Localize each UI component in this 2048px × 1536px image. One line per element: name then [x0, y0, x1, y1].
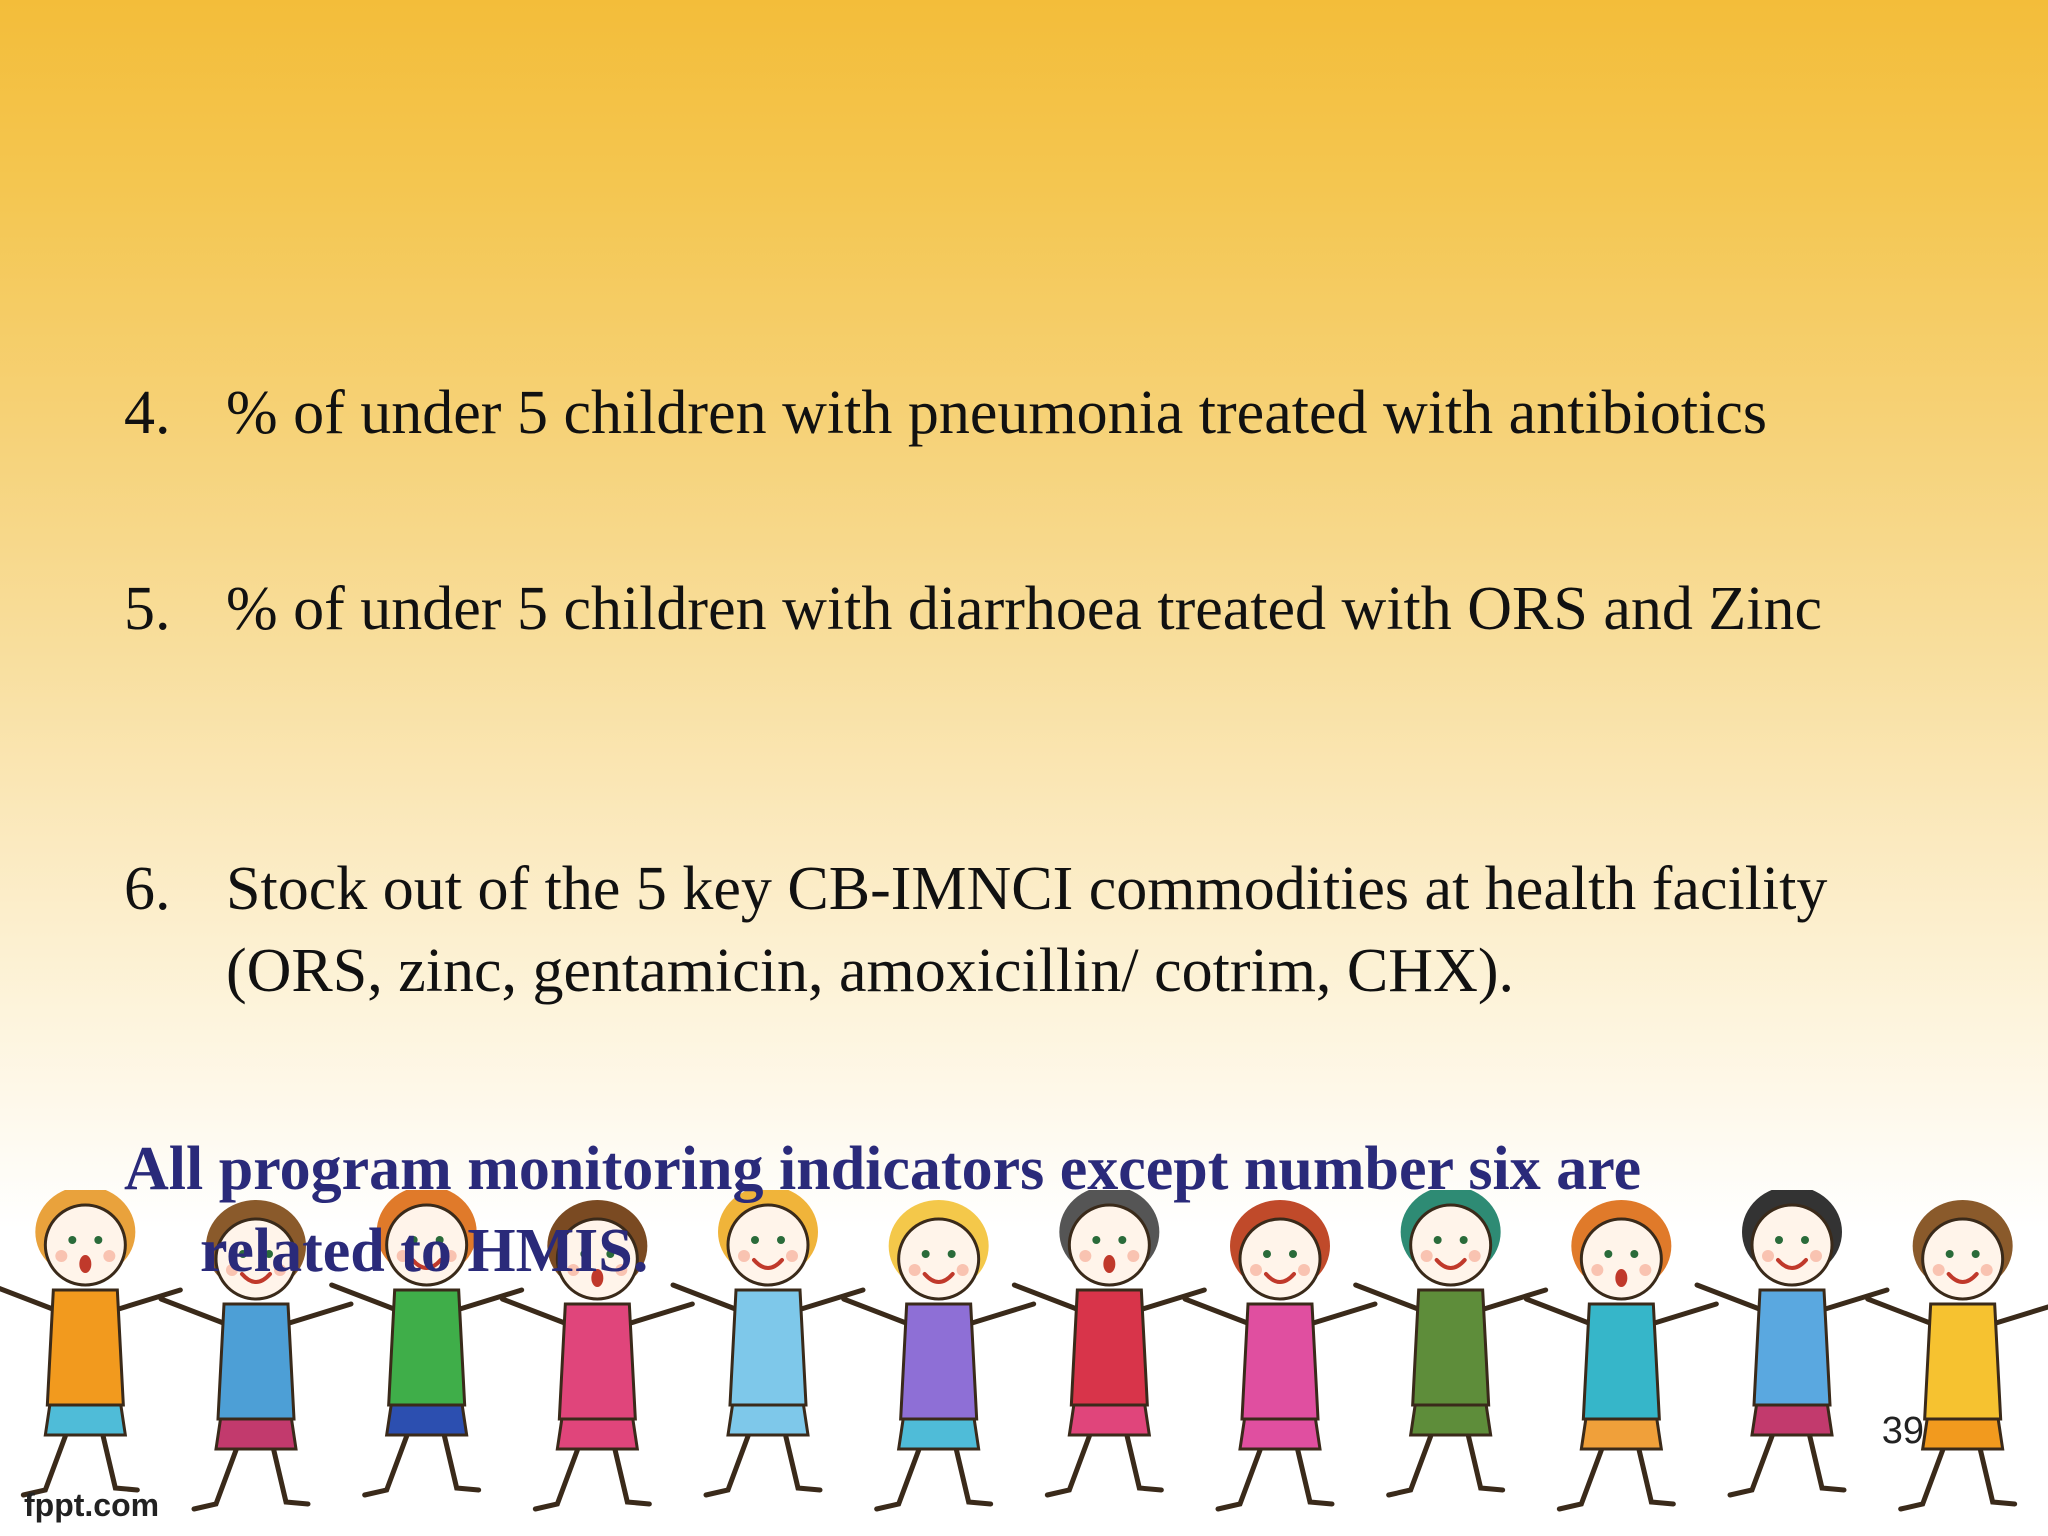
list-item-number: 4.	[124, 379, 171, 447]
list-item-text: % of under 5 children with diarrhoea treated with ORS and Zinc	[226, 575, 1823, 643]
hmis-note	[124, 1128, 1884, 1292]
list-item-6	[124, 848, 1946, 1012]
list-item-text: % of under 5 children with pneumonia treated with antibiotics	[226, 379, 1767, 447]
list-item-4	[124, 372, 2046, 454]
list-item-number: 6.	[124, 855, 171, 923]
list-item-text: Stock out of the 5 key CB-IMNCI commodities at health facility (ORS, zinc, gentamicin, amoxicillin/ cotrim, CHX).	[226, 855, 1828, 1005]
hmis-note-line-1: All program monitoring indicators except number six are	[124, 1135, 1642, 1203]
brand-logo: fppt.com	[24, 1487, 160, 1523]
hmis-note-line-2: related to HMIS.	[200, 1217, 649, 1285]
list-item-5	[124, 568, 1946, 650]
list-item-number: 5.	[124, 575, 171, 643]
page-number: 39	[1881, 1410, 1924, 1452]
child-figure	[1868, 1200, 2048, 1509]
